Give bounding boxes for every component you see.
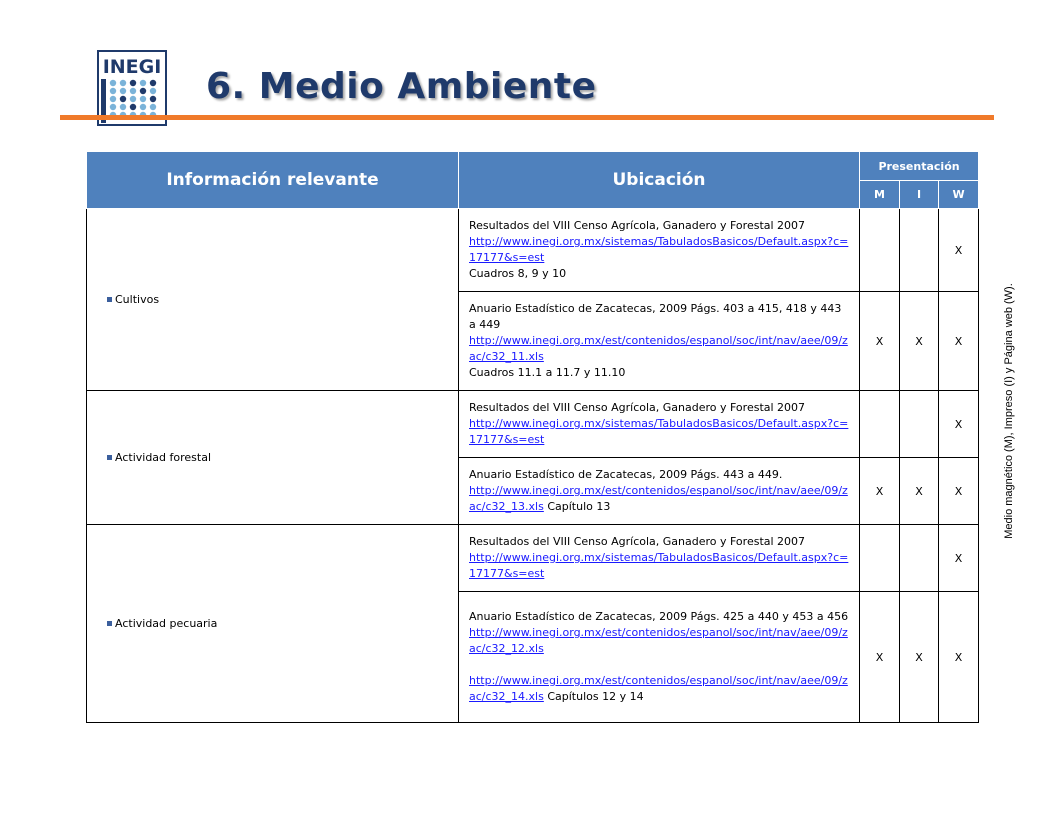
table-row <box>87 209 979 292</box>
m-cell: X <box>860 592 900 723</box>
location-cell <box>459 525 860 592</box>
source-link[interactable]: http://www.inegi.org.mx/est/contenidos/espanol/soc/int/nav/aee/09/zac/c32_13.xls <box>469 484 848 513</box>
source-link-2[interactable]: http://www.inegi.org.mx/est/contenidos/espanol/soc/int/nav/aee/09/zac/c32_14.xls <box>469 674 848 703</box>
location-cell <box>459 592 860 723</box>
m-cell: X <box>860 458 900 525</box>
topic-cell <box>87 209 459 391</box>
legend-note <box>1000 250 1018 572</box>
table-row <box>87 391 979 458</box>
legend-note-text: Medio magnético (M), Impreso (I) y Página web (W). <box>1003 283 1015 539</box>
col-header-w: W <box>939 181 979 209</box>
source-link[interactable]: http://www.inegi.org.mx/sistemas/TabuladosBasicos/Default.aspx?c=17177&s=est <box>469 235 849 264</box>
col-header-info: Información relevante <box>87 152 459 209</box>
tables-text: Cuadros 8, 9 y 10 <box>469 267 567 280</box>
topic-cell <box>87 525 459 723</box>
table-row <box>87 525 979 592</box>
source-text: Resultados del VIII Censo Agrícola, Ganadero y Forestal 2007 <box>469 535 806 548</box>
w-cell: X <box>939 391 979 458</box>
w-cell: X <box>939 525 979 592</box>
col-header-location: Ubicación <box>459 152 860 209</box>
tables-text: Cuadros 11.1 a 11.7 y 11.10 <box>469 366 626 379</box>
m-cell <box>860 525 900 592</box>
bullet-icon <box>107 621 112 626</box>
source-link[interactable]: http://www.inegi.org.mx/est/contenidos/espanol/soc/int/nav/aee/09/zac/c32_12.xls <box>469 626 848 655</box>
w-cell: X <box>939 592 979 723</box>
i-cell: X <box>900 592 939 723</box>
source-text: Anuario Estadístico de Zacatecas, 2009 Págs. 403 a 415, 418 y 443 a 449 <box>469 302 842 331</box>
topic-label: Actividad forestal <box>115 451 212 464</box>
source-text: Resultados del VIII Censo Agrícola, Ganadero y Forestal 2007 <box>469 401 806 414</box>
info-table <box>86 151 979 723</box>
m-cell: X <box>860 292 900 391</box>
location-cell <box>459 391 860 458</box>
location-cell <box>459 292 860 391</box>
i-cell <box>900 525 939 592</box>
i-cell <box>900 391 939 458</box>
chapter-text: Capítulos 12 y 14 <box>543 690 644 703</box>
m-cell <box>860 391 900 458</box>
logo-text: INEGI <box>102 56 162 78</box>
source-link[interactable]: http://www.inegi.org.mx/sistemas/TabuladosBasicos/Default.aspx?c=17177&s=est <box>469 551 849 580</box>
source-link[interactable]: http://www.inegi.org.mx/est/contenidos/espanol/soc/int/nav/aee/09/zac/c32_11.xls <box>469 334 848 363</box>
w-cell: X <box>939 458 979 525</box>
col-header-i: I <box>900 181 939 209</box>
bullet-icon <box>107 455 112 460</box>
i-cell <box>900 209 939 292</box>
topic-label: Cultivos <box>115 293 160 306</box>
i-cell: X <box>900 292 939 391</box>
topic-label: Actividad pecuaria <box>115 617 218 630</box>
w-cell: X <box>939 292 979 391</box>
topic-cell <box>87 391 459 525</box>
source-link[interactable]: http://www.inegi.org.mx/sistemas/TabuladosBasicos/Default.aspx?c=17177&s=est <box>469 417 849 446</box>
chapter-text: Capítulo 13 <box>543 500 611 513</box>
source-text: Anuario Estadístico de Zacatecas, 2009 Págs. 425 a 440 y 453 a 456 <box>469 610 849 623</box>
source-text: Anuario Estadístico de Zacatecas, 2009 Págs. 443 a 449. <box>469 468 783 481</box>
location-cell <box>459 209 860 292</box>
i-cell: X <box>900 458 939 525</box>
page-title: 6. Medio Ambiente <box>206 66 597 107</box>
bullet-icon <box>107 297 112 302</box>
header-rule <box>60 115 994 120</box>
col-header-m: M <box>860 181 900 209</box>
col-header-presentation: Presentación <box>860 152 979 181</box>
w-cell: X <box>939 209 979 292</box>
location-cell <box>459 458 860 525</box>
source-text: Resultados del VIII Censo Agrícola, Ganadero y Forestal 2007 <box>469 219 806 232</box>
m-cell <box>860 209 900 292</box>
